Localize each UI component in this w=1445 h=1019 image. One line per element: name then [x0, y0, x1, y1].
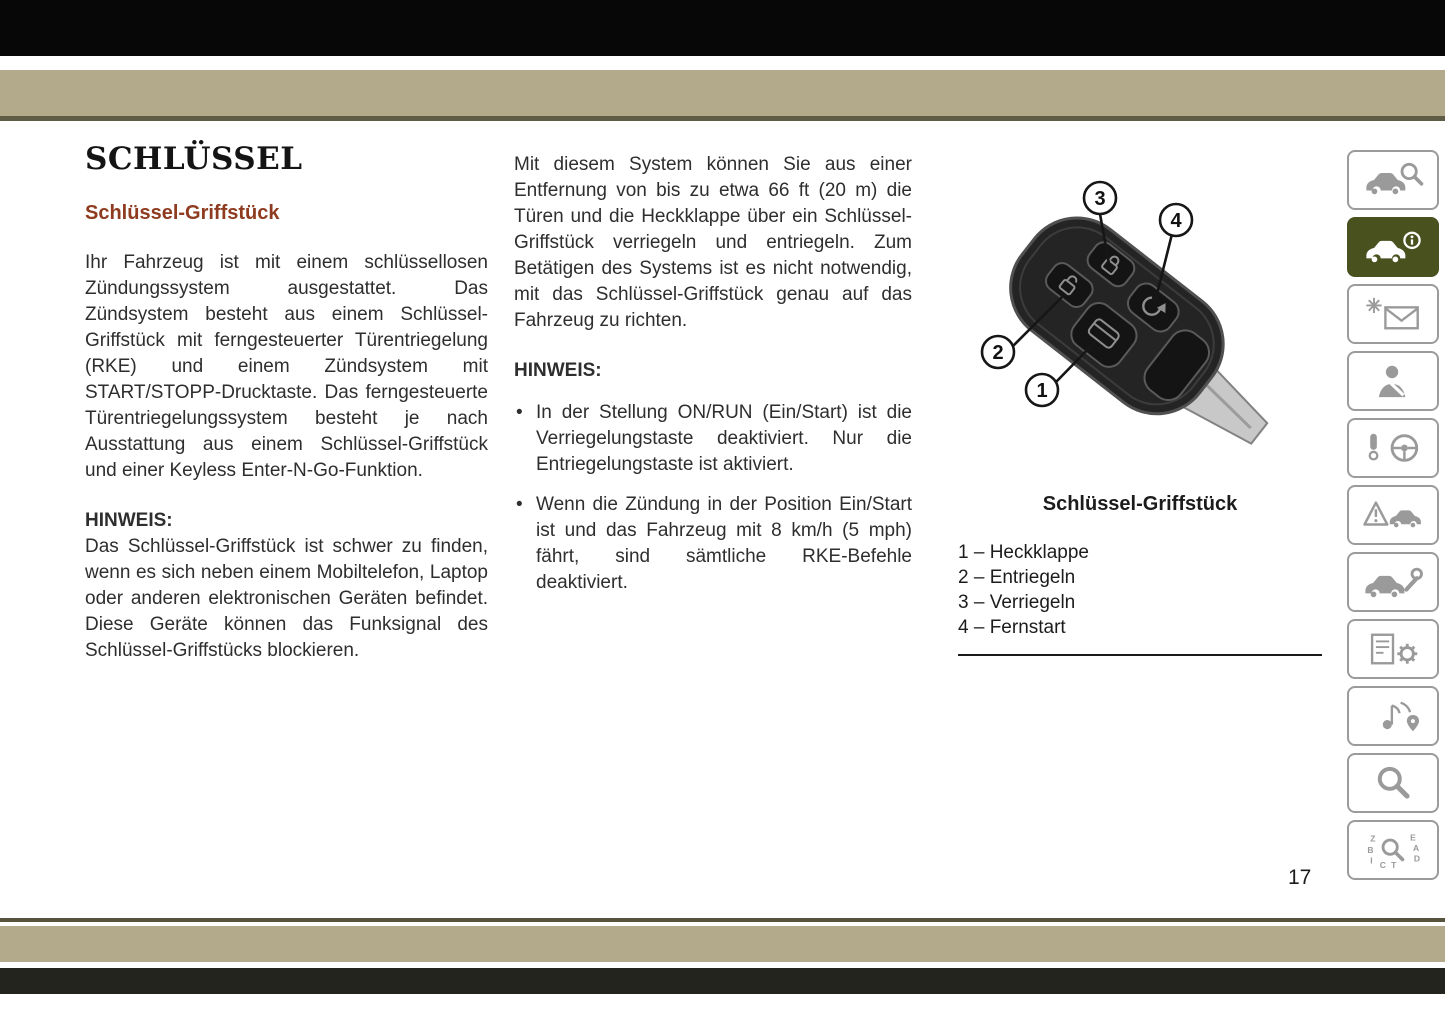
figure-column [958, 172, 1322, 656]
car-search-icon [1362, 161, 1424, 199]
legend-item: 4 – Fernstart [958, 617, 1066, 638]
key-fob-image [968, 172, 1313, 472]
callout-1: 1 [1035, 380, 1048, 402]
bottom-rule [0, 918, 1445, 922]
legend-item: 1 – Heckklappe [958, 542, 1089, 563]
top-black-bar [0, 0, 1445, 56]
index-letter: C [1379, 860, 1386, 869]
seatbelt-person-icon [1362, 362, 1424, 400]
tab-vehicle-info-active[interactable] [1347, 217, 1439, 277]
middle-column [514, 152, 912, 610]
tab-emergency[interactable] [1347, 552, 1439, 612]
tab-index-search[interactable] [1347, 753, 1439, 813]
legend-item: 2 – Entriegeln [958, 567, 1076, 588]
tab-alphabetical-index[interactable] [1347, 820, 1439, 880]
bottom-black-bar [0, 968, 1445, 994]
top-tan-band [0, 70, 1445, 121]
index-letter: B [1367, 844, 1374, 855]
index-letter: A [1412, 842, 1420, 853]
audio-location-icon [1362, 697, 1424, 735]
ignition-steering-icon [1362, 429, 1424, 467]
page-number: 17 [1288, 866, 1312, 889]
page-title: SCHLÜSSEL [85, 141, 303, 177]
bottom-tan-band [0, 926, 1445, 962]
index-letter: T [1391, 860, 1397, 869]
tab-servicing-maintenance[interactable] [1347, 619, 1439, 679]
tab-overview[interactable] [1347, 150, 1439, 210]
callout-2: 2 [991, 342, 1004, 364]
tab-safety[interactable] [1347, 351, 1439, 411]
lights-mail-icon [1362, 295, 1424, 333]
tab-driving-warnings[interactable] [1347, 485, 1439, 545]
tab-lights-messages[interactable] [1347, 284, 1439, 344]
index-letter: Z [1370, 833, 1376, 844]
legend-item: 3 – Verriegeln [958, 592, 1076, 613]
figure-caption: Schlüssel-Griffstück [1042, 493, 1238, 515]
tab-multimedia[interactable] [1347, 686, 1439, 746]
note-bullet-list [514, 400, 912, 596]
note-label: HINWEIS: [85, 510, 173, 531]
index-letter: D [1413, 853, 1421, 864]
document-gear-icon [1362, 630, 1424, 668]
system-paragraph: Mit diesem System können Sie aus einer Entfernung von bis zu etwa 66 ft (20 m) die Türen und die Heckklappe über ein Schlüssel-Griffstück verriegeln und entriegeln. Zum Betätigen des Systems ist es nicht notwendig, mit das Schlüssel-Griffstück genau auf das Fahrzeug zu richten. [514, 154, 912, 331]
index-letter: E [1410, 832, 1416, 843]
search-icon [1362, 764, 1424, 802]
alphabetical-index-icon [1362, 831, 1424, 869]
intro-paragraph: Ihr Fahrzeug ist mit einem schlüssellosen Zündungssystem ausgestattet. Das Zündsystem besteht aus einem Schlüssel-Griffstück mit ferngesteuerter Türentriegelung (RKE) und einem Zündsystem mit START/STOPP-Drucktaste. Das ferngesteuerte Türentriegelungssystem besteht je nach Ausstattung aus einem Schlüssel-Griffstück und einer Keyless Enter-N-Go-Funktion. [85, 252, 488, 481]
key-fob-figure [968, 172, 1313, 477]
legend-divider [958, 654, 1322, 656]
note-label: HINWEIS: [514, 360, 602, 381]
callout-4: 4 [1169, 210, 1182, 232]
figure-legend [958, 540, 1322, 640]
bullet-item: • In der Stellung ON/RUN (Ein/Start) ist die Verriegelungstaste deaktiviert. Nur die Entriegelungstaste ist aktiviert. [514, 400, 912, 478]
car-warning-icon [1362, 496, 1424, 534]
car-info-icon [1362, 228, 1424, 266]
section-subtitle: Schlüssel-Griffstück [85, 202, 280, 224]
note-text: Das Schlüssel-Griffstück ist schwer zu finden, wenn es sich neben einem Mobiltelefon, Laptop oder anderen elektronischen Geräten befindet. Diese Geräte können das Funksignal des Schlüssel-Griffstücks blockieren. [85, 536, 488, 661]
chapter-tab-bar [1347, 150, 1443, 880]
bullet-item: • Wenn die Zündung in der Position Ein/Start ist und das Fahrzeug mit 8 km/h (5 mph) fährt, sind sämtliche RKE-Befehle deaktiviert. [514, 492, 912, 596]
car-wrench-icon [1362, 563, 1424, 601]
callout-3: 3 [1093, 188, 1106, 210]
tab-starting-operating[interactable] [1347, 418, 1439, 478]
left-column [85, 141, 488, 688]
index-letter: I [1370, 855, 1373, 866]
